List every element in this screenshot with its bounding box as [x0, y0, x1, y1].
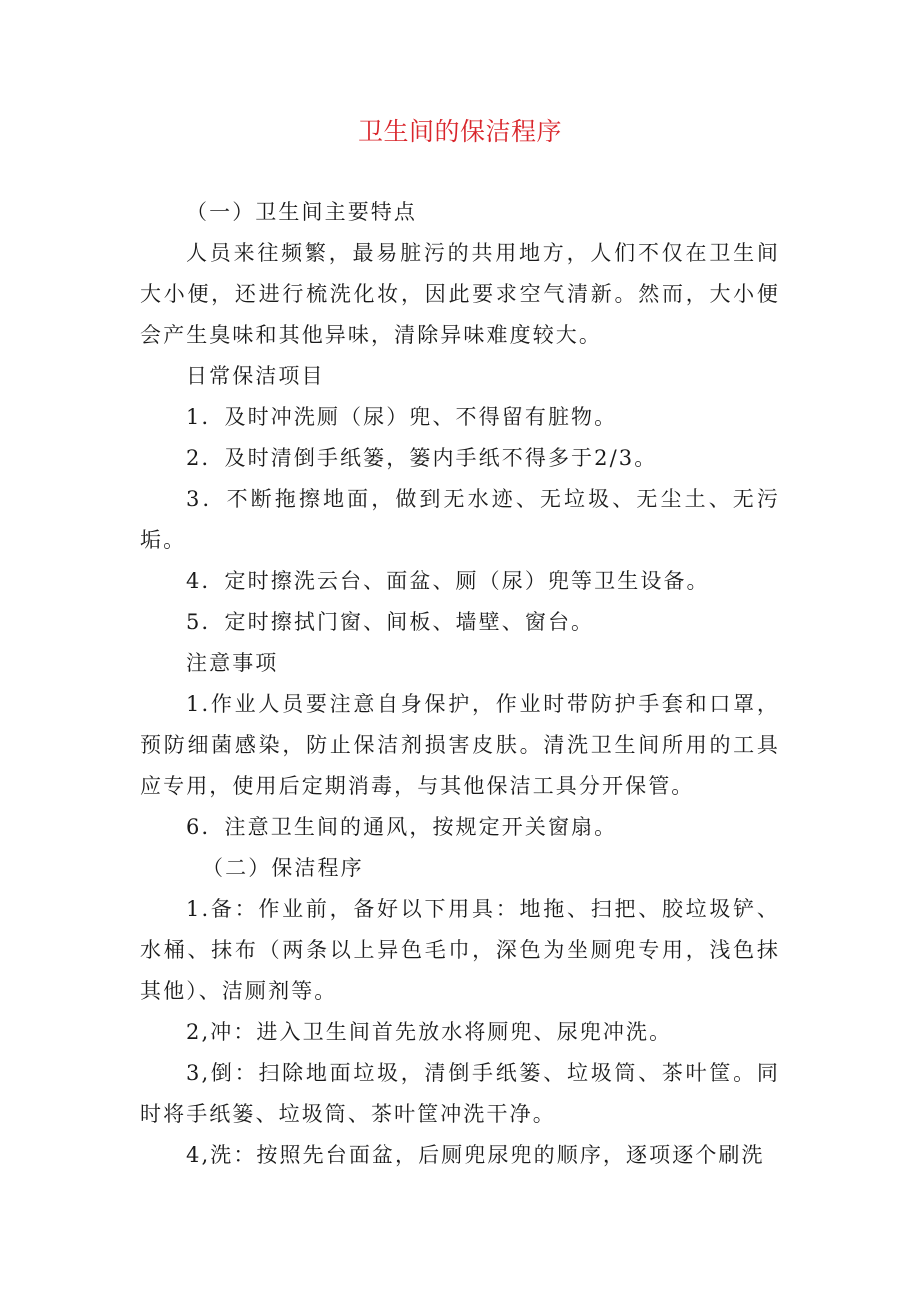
- subheading-notes: 注意事项: [186, 651, 279, 675]
- list-item: 5．定时擦拭门窗、间板、墙壁、窗台。: [186, 610, 595, 634]
- list-item: 2．及时清倒手纸篓，篓内手纸不得多于2/3。: [186, 446, 658, 470]
- list-item: 3,倒：扫除地面垃圾，清倒手纸篓、垃圾筒、茶叶筐。同时将手纸篓、垃圾筒、茶叶筐冲洗干净。: [140, 1061, 780, 1126]
- subheading-daily-items: 日常保洁项目: [186, 364, 325, 388]
- paragraph-features: 人员来往频繁，最易脏污的共用地方，人们不仅在卫生间大小便，还进行梳洗化妆，因此要求空气清新。然而，大小便会产生臭味和其他异味，清除异味难度较大。: [140, 241, 780, 347]
- list-item: 1.作业人员要注意自身保护，作业时带防护手套和口罩，预防细菌感染，防止保洁剂损害皮肤。清洗卫生间所用的工具应专用，使用后定期消毒，与其他保洁工具分开保管。: [140, 692, 780, 798]
- list-item: 6．注意卫生间的通风，按规定开关窗扇。: [186, 815, 618, 839]
- list-item: 4．定时擦洗云台、面盆、厕（尿）兜等卫生设备。: [186, 569, 710, 593]
- list-item: 3．不断拖擦地面，做到无水迹、无垃圾、无尘土、无污垢。: [140, 487, 780, 552]
- list-item: 1．及时冲洗厕（尿）兜、不得留有脏物。: [186, 405, 618, 429]
- section-heading-procedure: （二）保洁程序: [202, 856, 364, 880]
- document-title: 卫生间的保洁程序: [357, 117, 562, 146]
- section-heading-features: （一）卫生间主要特点: [186, 200, 417, 224]
- list-item: 1.备：作业前，备好以下用具：地拖、扫把、胶垃圾铲、水桶、抹布（两条以上异色毛巾，深色为坐厕兜专用，浅色抹其他）、洁厕剂等。: [140, 897, 780, 1003]
- list-item: 2,冲：进入卫生间首先放水将厕兜、尿兜冲洗。: [186, 1020, 673, 1044]
- list-item: 4,洗：按照先台面盆，后厕兜尿兜的顺序，逐项逐个刷洗: [186, 1143, 765, 1167]
- document-body: [140, 192, 780, 1176]
